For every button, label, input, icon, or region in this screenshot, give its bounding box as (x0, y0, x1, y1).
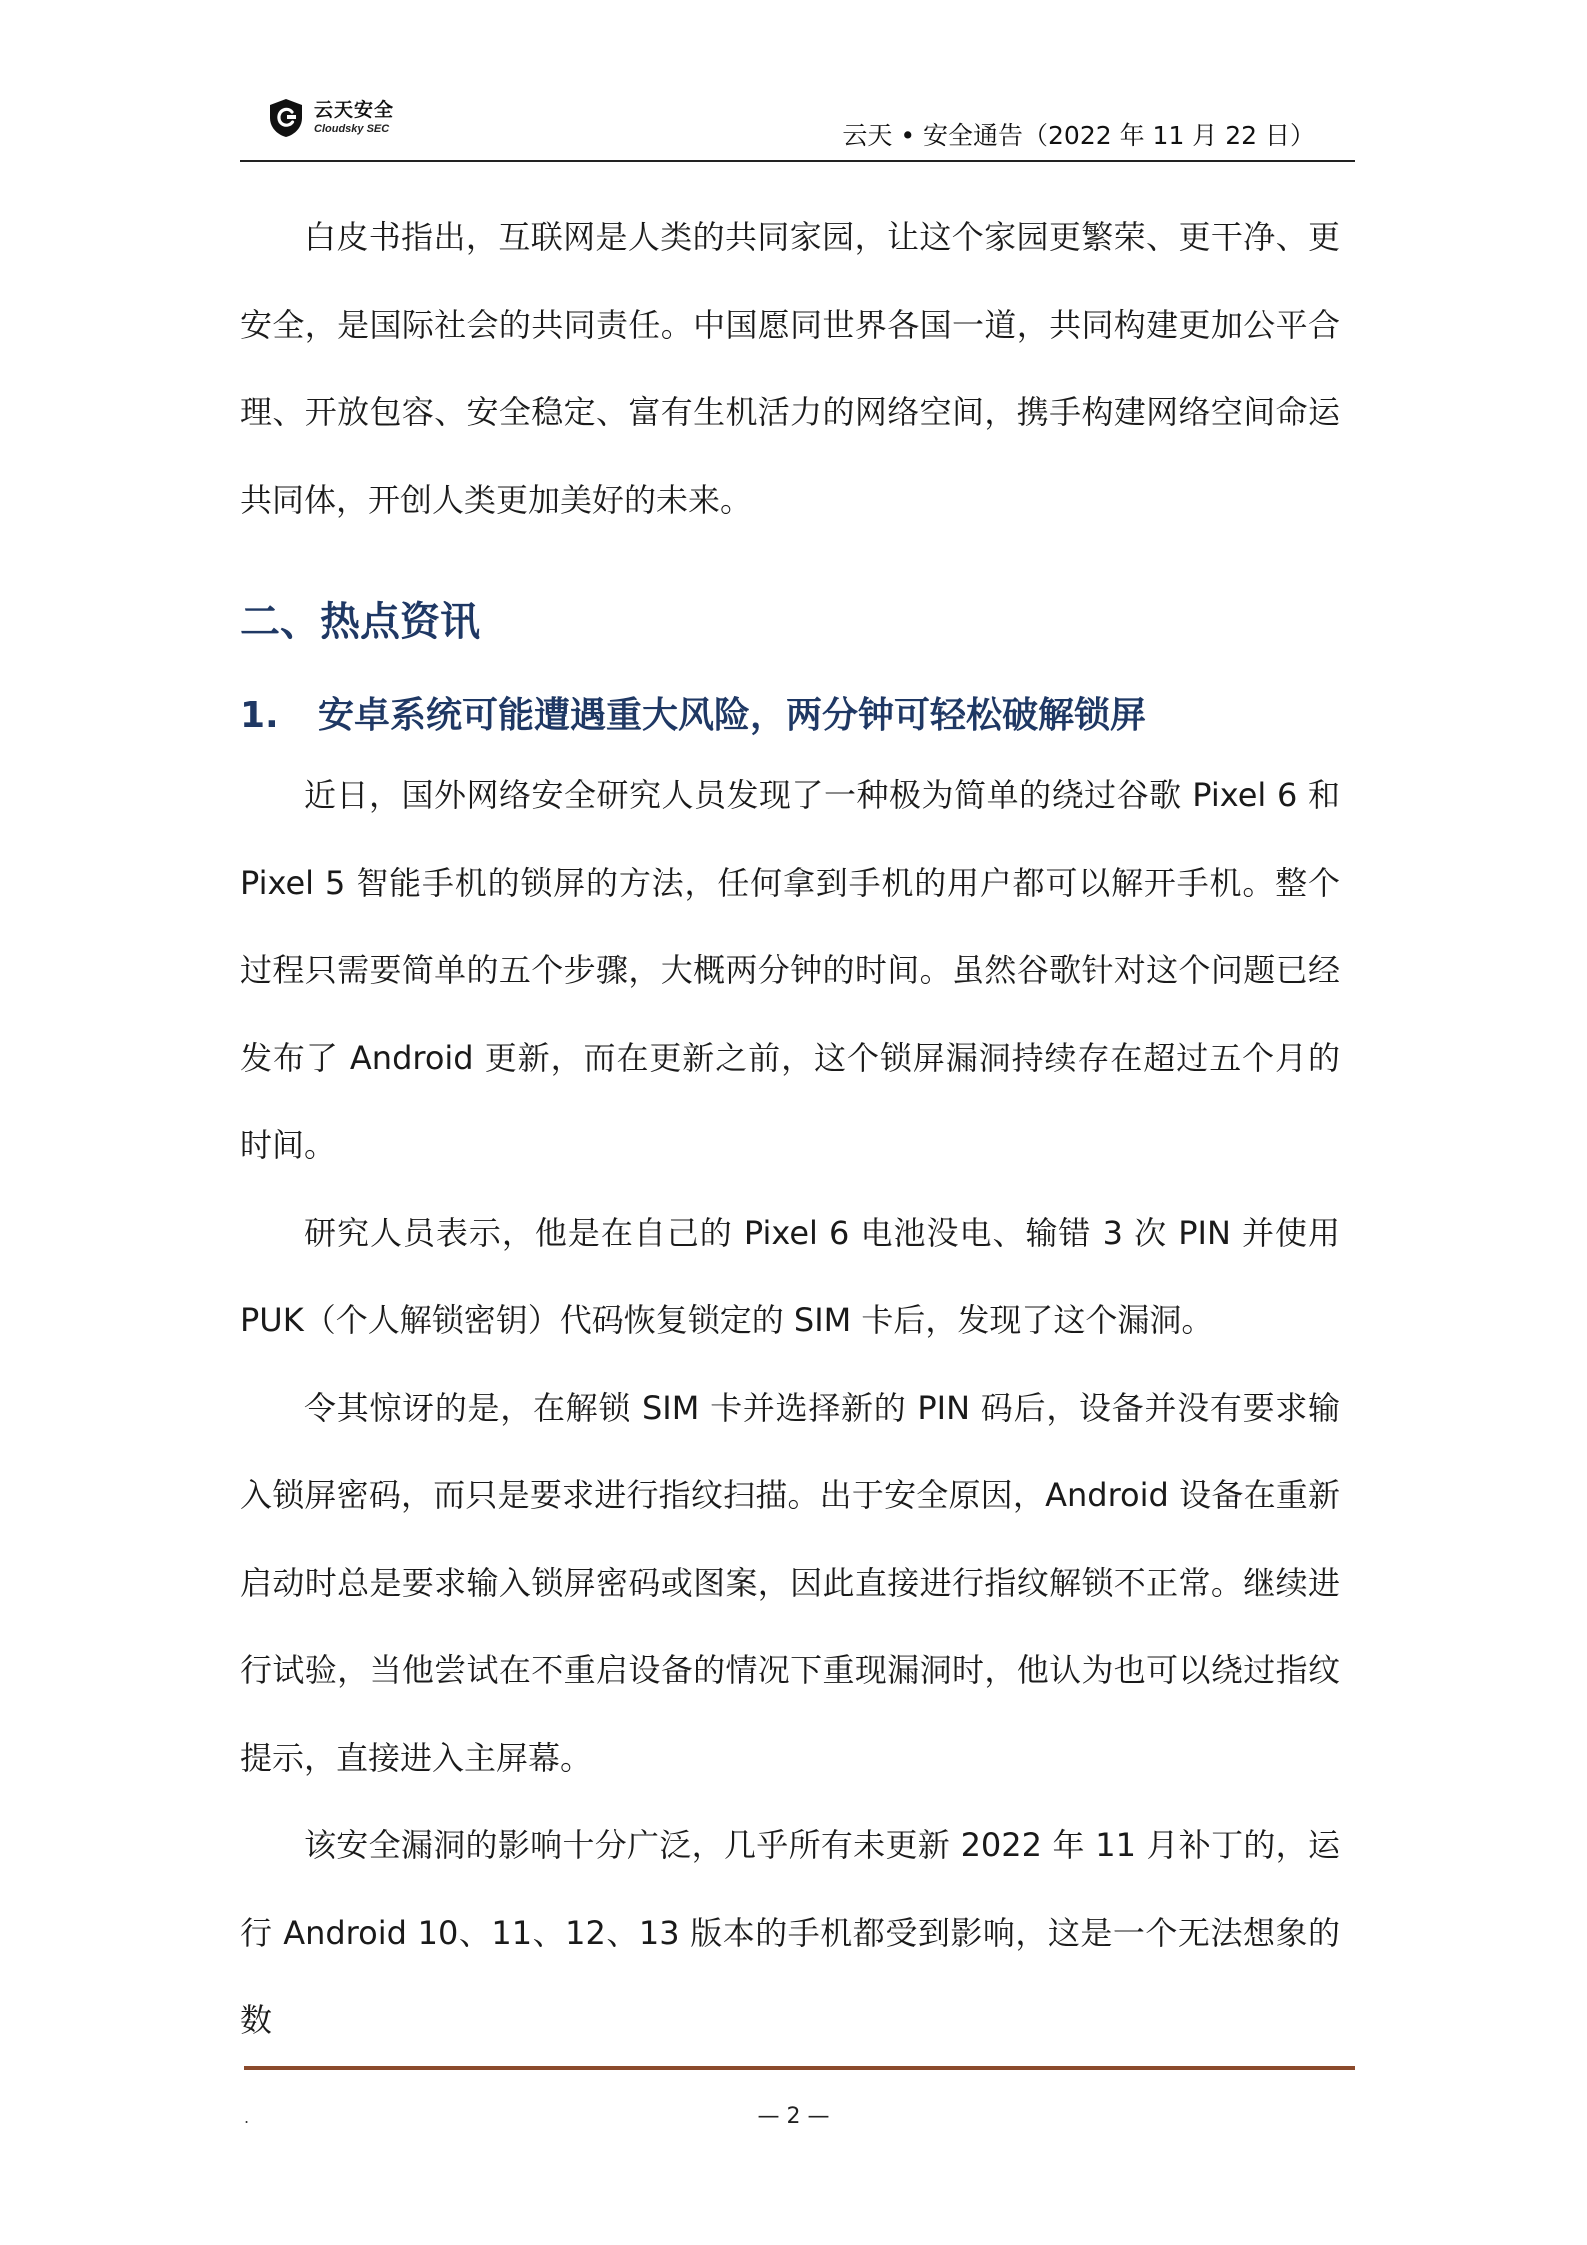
section-heading: 二、热点资讯 (240, 599, 480, 645)
logo-english-text: Cloudsky SEC (314, 123, 390, 135)
footer-mark: . (244, 2108, 250, 2127)
subsection-heading (240, 686, 1340, 746)
document-body (240, 194, 1340, 2065)
article-paragraph: 近日，国外网络安全研究人员发现了一种极为简单的绕过谷歌 Pixel 6 和 Pixel 5 智能手机的锁屏的方法，任何拿到手机的用户都可以解开手机。整个过程只需要简单的五个步骤，大概两分钟的时间。虽然谷歌针对这个问题已经发布了 Android 更新，而在更新之前，这个锁屏漏洞持续存在超过五个月的时间。 (240, 776, 1340, 1164)
company-logo (268, 98, 394, 138)
page-header (240, 92, 1355, 162)
subsection-number: 1. (240, 695, 279, 736)
intro-paragraph: 白皮书指出，互联网是人类的共同家园，让这个家园更繁荣、更干净、更安全，是国际社会的共同责任。中国愿同世界各国一道，共同构建更加公平合理、开放包容、安全稳定、富有生机活力的网络空间，携手构建网络空间命运共同体，开创人类更加美好的未来。 (240, 218, 1340, 519)
page-number: — 2 — (757, 2104, 830, 2129)
article-paragraph: 令其惊讶的是，在解锁 SIM 卡并选择新的 PIN 码后，设备并没有要求输入锁屏密码，而只是要求进行指纹扫描。出于安全原因，Android 设备在重新启动时总是要求输入锁屏密码或图案，因此直接进行指纹解锁不正常。继续进行试验，当他尝试在不重启设备的情况下重现漏洞时，他认为也可以绕过指纹提示，直接进入主屏幕。 (240, 1388, 1340, 1777)
subsection-title: 安卓系统可能遭遇重大风险，两分钟可轻松破解锁屏 (318, 695, 1147, 736)
logo-chinese-text: 云天安全 (314, 99, 395, 121)
article-paragraph: 研究人员表示，他是在自己的 Pixel 6 电池没电、输错 3 次 PIN 并使用 PUK（个人解锁密钥）代码恢复锁定的 SIM 卡后，发现了这个漏洞。 (240, 1213, 1340, 1339)
article-paragraph: 该安全漏洞的影响十分广泛，几乎所有未更新 2022 年 11 月补丁的，运行 Android 10、11、12、13 版本的手机都受到影响，这是一个无法想象的数 (240, 1826, 1340, 2039)
header-title: 云天 • 安全通告（2022 年 11 月 22 日） (842, 121, 1315, 150)
shield-logo-icon (268, 98, 304, 138)
footer-divider (244, 2066, 1355, 2070)
